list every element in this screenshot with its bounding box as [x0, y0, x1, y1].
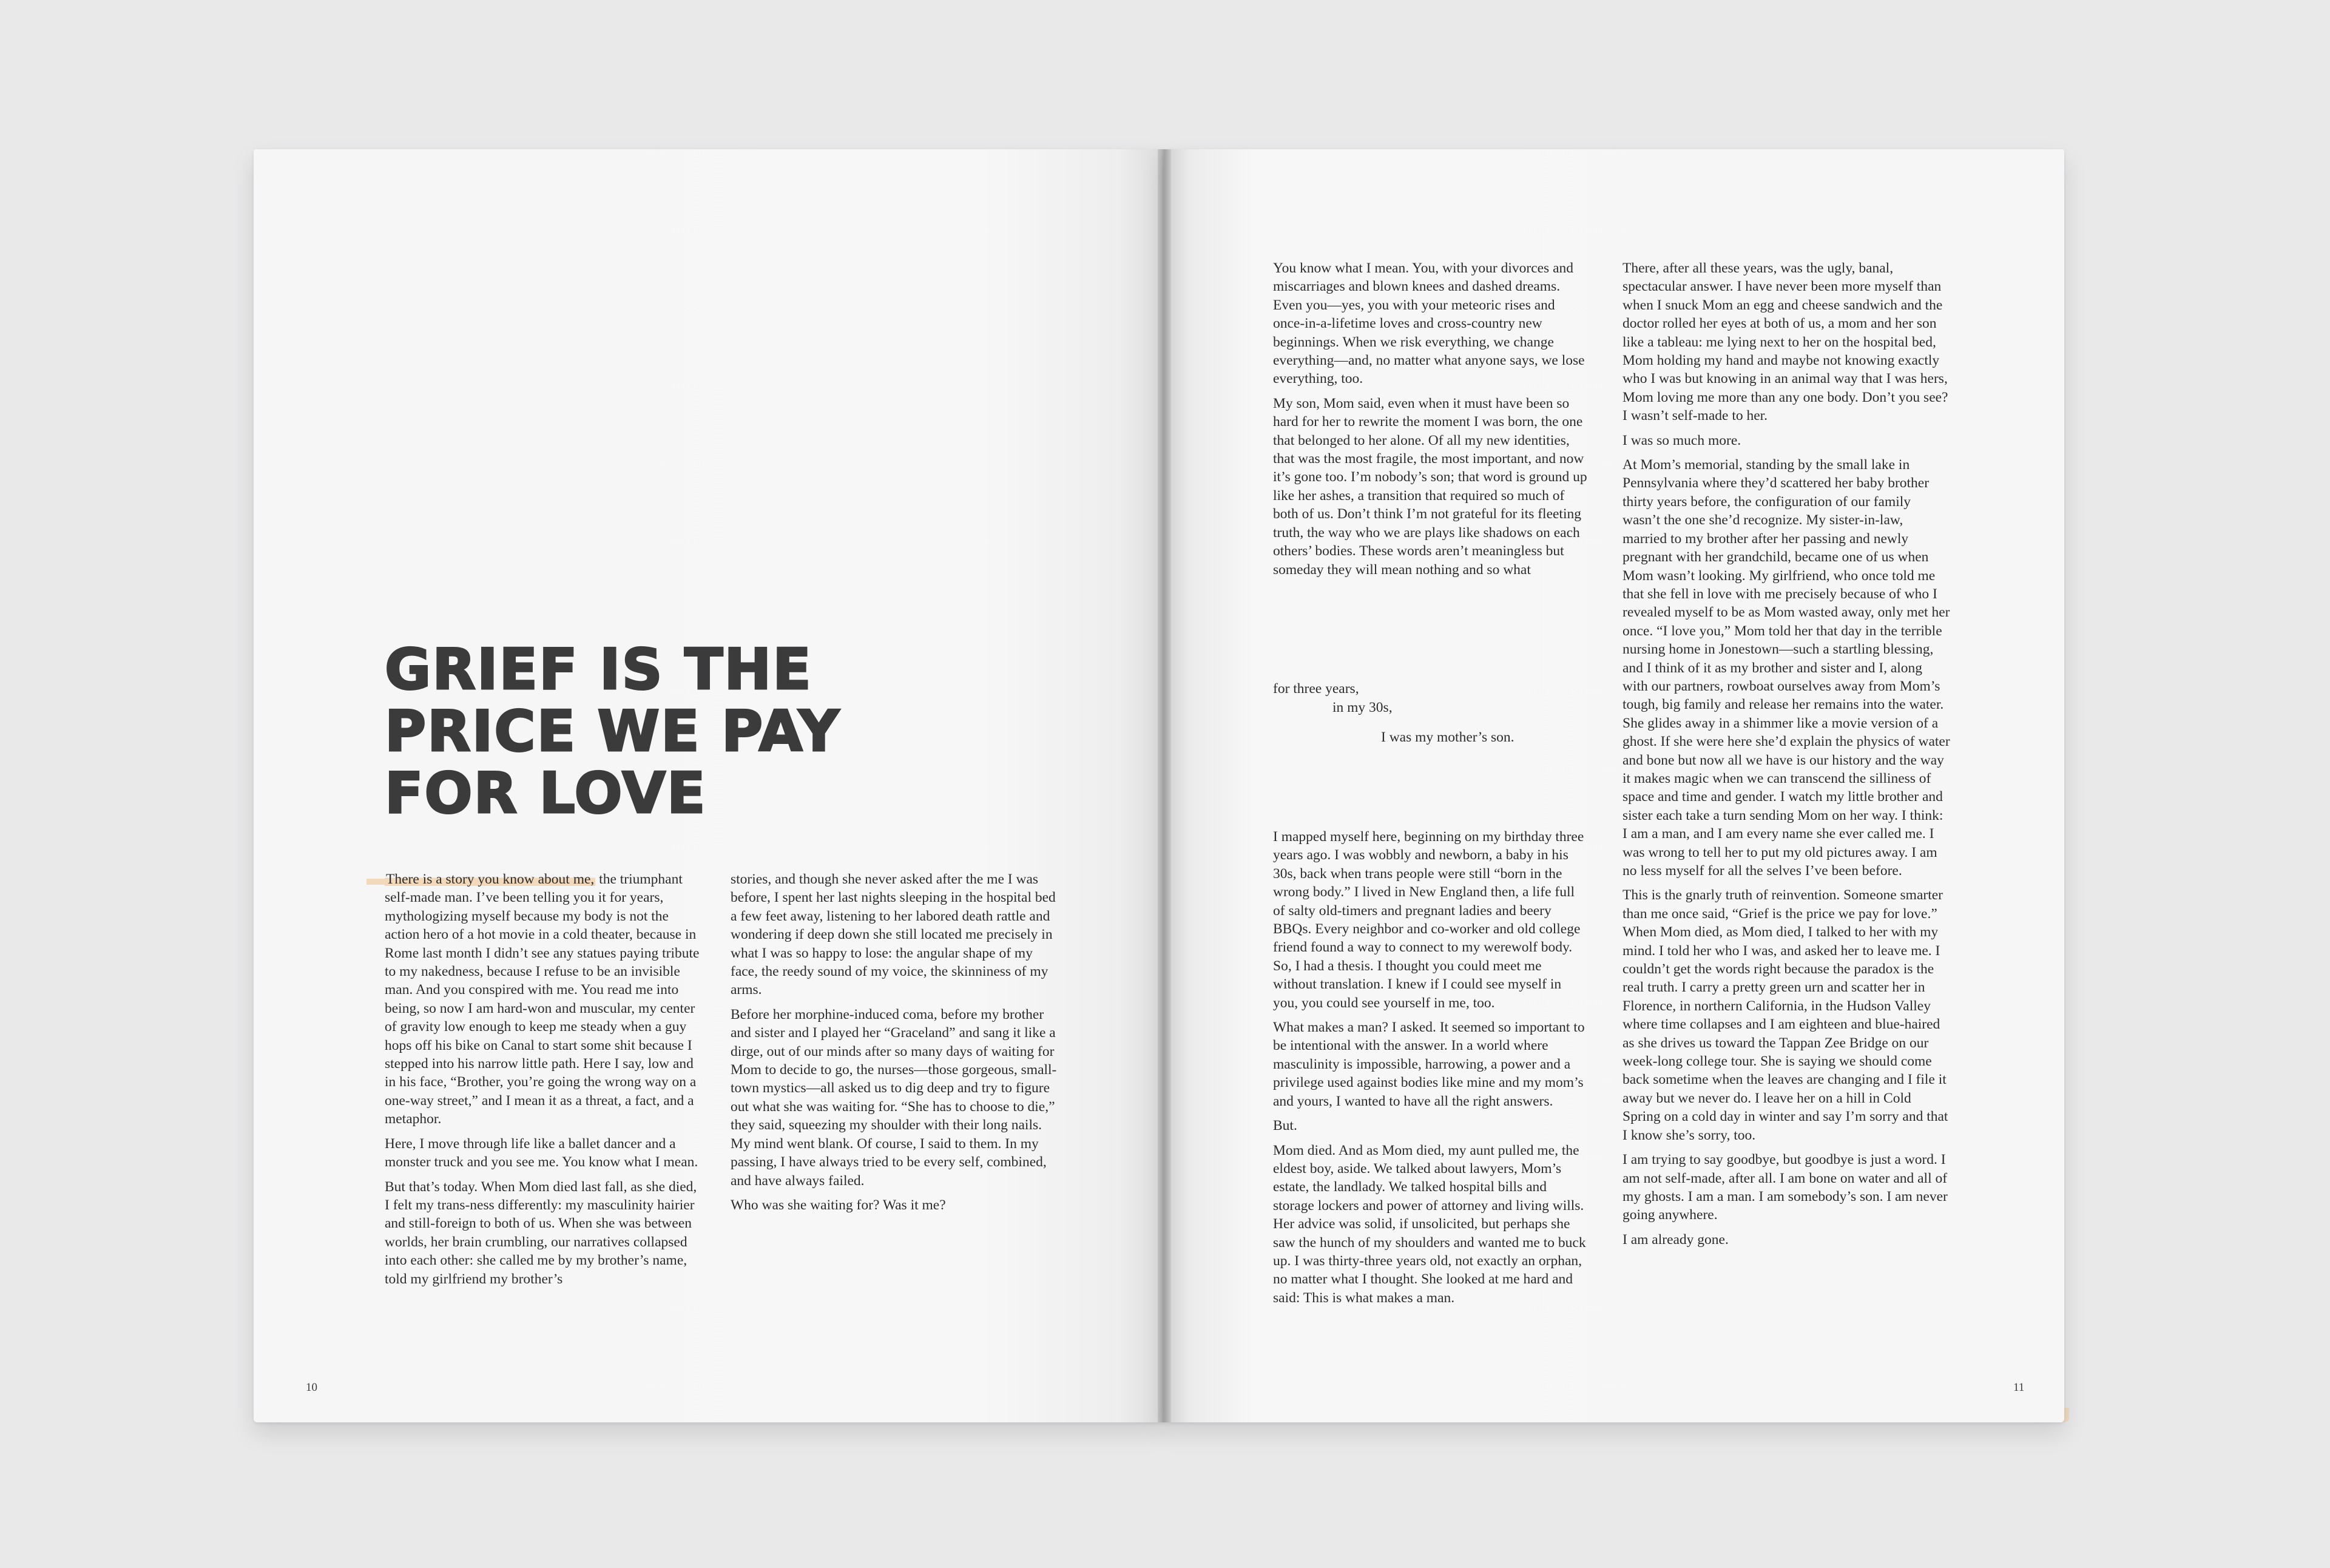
paragraph: But.	[1273, 1118, 1297, 1134]
right-column-2	[1623, 259, 1950, 1255]
paragraph: I am already gone.	[1623, 1231, 1729, 1248]
paragraph-text: the triumphant self-made man. I’ve been telling you it for years, mythologizing myself because my body is not the action hero of a hot movie in a cold theater, because in Rome last month I didn’t see any statues paying tribute to my nakedness, because I refuse to be an invisible man. And you conspired with me. You read me into being, so now I am hard-won and muscular, my center of gravity low enough to keep me steady when a guy hops off his bike on Canal to start some shit because I stepped into his narrow little path. Here I say, low and in his face, “Brother, you’re going the wrong way on a one-way street,” and I mean it as a threat, a fact, and a metaphor.	[385, 871, 700, 1127]
article-title	[385, 638, 870, 824]
poem-line-3: I was my mother’s son.	[1381, 729, 1514, 745]
paragraph: Who was she waiting for? Was it me?	[731, 1197, 946, 1213]
poem-line-2: in my 30s,	[1332, 700, 1393, 715]
paragraph: I was so much more.	[1623, 432, 1741, 448]
paragraph: I am trying to say goodbye, but goodbye is just a word. I am not self-made, after all. I am bone on water and all of my ghosts. I am a man. I am somebody’s son. I am never going anywhere.	[1623, 1152, 1948, 1223]
paragraph: What makes a man? I asked. It seemed so important to be intentional with the answer. In a world where masculinity is impossible, harrowing, a power and a privilege used against bodies like mine and my mom’s and yours, I wanted to have all the right answers.	[1273, 1019, 1585, 1109]
left-column-2	[731, 870, 1058, 1220]
paragraph: You know what I mean. You, with your divorces and miscarriages and blown knees and dashed dreams. Even you—yes, you with your meteoric rises and once-in-a-lifetime loves and cross-country new beginnings. When we risk everything, we change everything—and, no matter what anyone says, we lose everything, too.	[1273, 260, 1585, 387]
paragraph: There, after all these years, was the ugly, banal, spectacular answer. I have never been more myself than when I snuck Mom an egg and cheese sandwich and the doctor rolled her eyes at both of us, a mom and her son like a tableau: me lying next to her on the hospital bed, Mom holding my hand and maybe not knowing exactly who I was but knowing in an animal way that I was hers, Mom loving me more than any one body. Don’t you see? I wasn’t self-made to her.	[1623, 260, 1948, 424]
highlight-marker	[366, 879, 385, 885]
title-line-2: PRICE WE PAY	[385, 698, 841, 764]
paragraph: stories, and though she never asked after the me I was before, I spent her last nights sleeping in the hospital bed a few feet away, listening to her labored death rattle and wondering if deep down she still located me precisely in what I was so happy to lose: the angular shape of my face, the reedy sound of my voice, the skinniness of my arms.	[731, 871, 1056, 998]
left-column-1	[385, 870, 700, 1294]
paragraph: I mapped myself here, beginning on my birthday three years ago. I was wobbly and newborn, a baby in his 30s, back when trans people were still “born in the wrong body.” I lived in New England then, a life full of salty old-timers and pregnant ladies and beery BBQs. Every neighbor and co-worker and old college friend found a way to connect to my werewolf body. So, I had a thesis. I thought you could meet me without translation. I knew if I could see myself in you, you could see yourself in me, too.	[1273, 829, 1584, 1011]
title-line-1: GRIEF IS THE	[385, 637, 812, 702]
paragraph	[385, 870, 700, 1129]
page-number-left: 10	[306, 1381, 317, 1394]
paragraph: Mom died. And as Mom died, my aunt pulled me, the eldest boy, aside. We talked about lawyers, Mom’s estate, the landlady. We talked hospital bills and storage lockers and power of attorney and living wills. Her advice was solid, if unsolicited, but perhaps she saw the hunch of my shoulders and wanted me to buck up. I was thirty-three years old, not exactly an orphan, no matter what I thought. She looked at me hard and said: This is what makes a man.	[1273, 1142, 1586, 1306]
paragraph: But that’s today. When Mom died last fall, as she died, I felt my trans-ness differently: my masculinity hairier and still-foreign to both of us. When she was between worlds, her brain crumbling, our narratives collapsed into each other: she called me by my brother’s name, told my girlfriend my brother’s	[385, 1178, 697, 1287]
paragraph: Here, I move through life like a ballet dancer and a monster truck and you see me. You know what I mean.	[385, 1135, 698, 1171]
right-column-1-top	[1273, 259, 1589, 585]
poem-line-1: for three years,	[1273, 681, 1359, 697]
highlighted-text[interactable]: There is a story you know about me,	[386, 871, 595, 887]
right-column-1-bottom	[1273, 828, 1589, 1313]
page-number-right: 11	[2013, 1381, 2025, 1394]
paragraph: My son, Mom said, even when it must have been so hard for her to rewrite the moment I was born, the one that belonged to her alone. Of all my new identities, that was the most fragile, the most important, and now it’s gone too. I’m nobody’s son; that word is ground up like her ashes, a transition that required so much of both of us. Don’t think I’m not grateful for its fleeting truth, the way who we are plays like shadows on each others’ bodies. These words aren’t meaningless but someday they will mean nothing and so what	[1273, 395, 1587, 578]
paragraph: At Mom’s memorial, standing by the small lake in Pennsylvania where they’d scattered her baby brother thirty years before, the configuration of our family wasn’t the one she’d recognize. My sister-in-law, married to my brother after her passing and newly pregnant with her grandchild, became one of us when Mom wasn’t looking. My girlfriend, who once told me that she fell in love with me precisely because of who I revealed myself to be as Mom wasted away, only met her once. “I love you,” Mom told her that day in the terrible nursing home in Jonestown—such a startling blessing, and I think of it as my brother and sister and I, along with our partners, rowboat ourselves away from Mom’s tough, big family and release her remains into the water. She glides away in a shimmer like a movie version of a ghost. If she were here she’d explain the physics of water and bone but now all we have is our history and the way it makes magic when we can transcend the silliness of space and time and gender. I watch my little brother and sister each take a turn sending Mom on her way. I think: I am a man, and I am every name she ever called me. I was wrong to tell her to put my old pictures away. I am no less myself for all the selves I’ve been before.	[1623, 457, 1950, 879]
paragraph: Before her morphine-induced coma, before my brother and sister and I played her “Graceland” and sang it like a dirge, out of our minds after so many days of waiting for Mom to decide to go, the nurses—those gorgeous, small-town mystics—all asked us to dig deep and try to figure out what she was waiting for. “She has to choose to die,” they said, squeezing my shoulder with their long nails. My mind went blank. Of course, I said to them. In my passing, I have always tried to be every self, combined, and have always failed.	[731, 1006, 1057, 1189]
book-spine	[1158, 149, 1171, 1422]
title-line-3: FOR LOVE	[385, 760, 707, 826]
paragraph: This is the gnarly truth of reinvention. Someone smarter than me once said, “Grief is the price we pay for love.” When Mom died, as Mom died, I talked to her with my mind. I told her who I was, and asked her to leave me. I couldn’t get the words right because the paradox is the real truth. I carry a pretty green urn and scatter her in Florence, in northern California, in the Hudson Valley where time collapses and I am eighteen and blue-haired as she drives us toward the Tappan Zee Bridge on our week-long college tour. She is saying we should come back sometime when the leaves are changing and I file it away but we never do. I leave her on a hill in Cold Spring on a cold day in winter and say I’m sorry and that I know she’s sorry, too.	[1623, 887, 1948, 1143]
